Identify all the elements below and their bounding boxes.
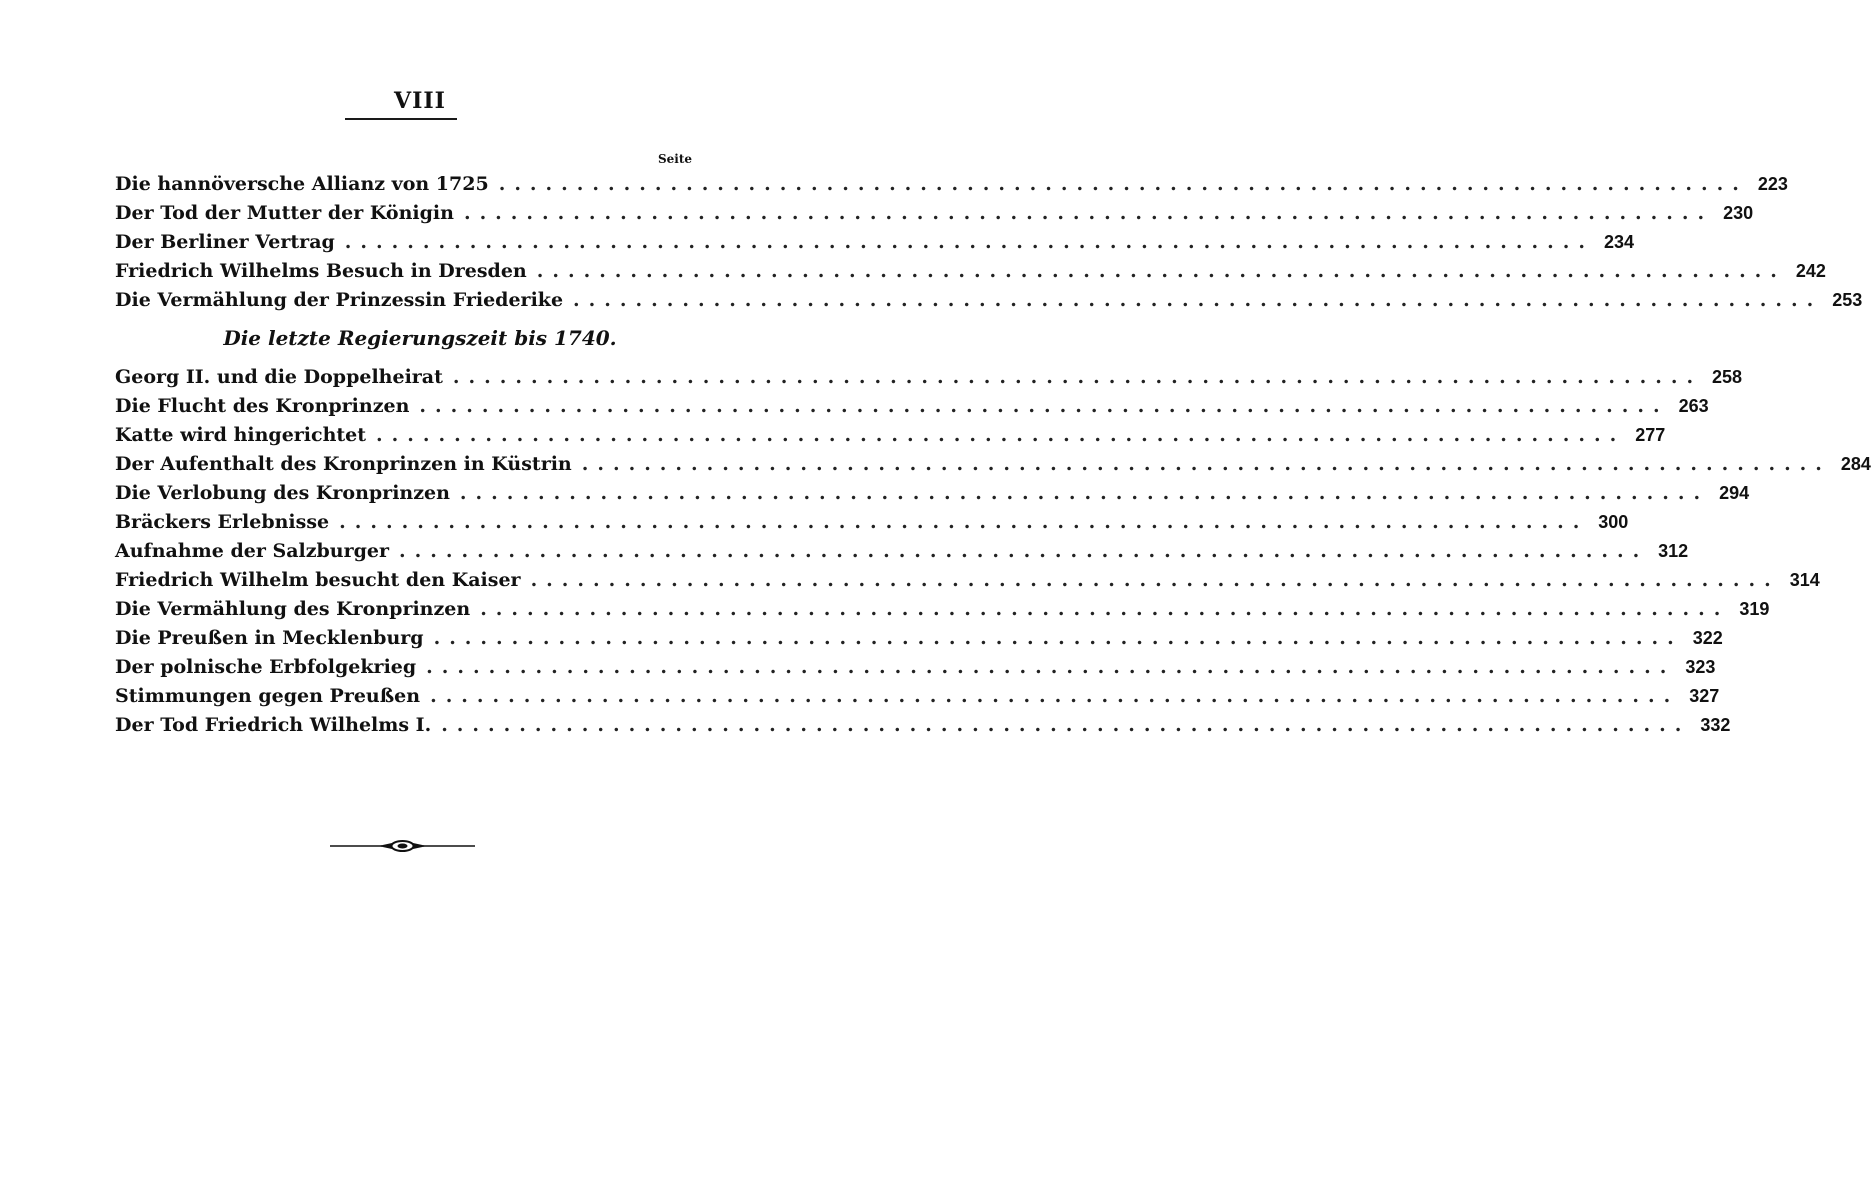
toc-dot-leader: ................................................................................ — [480, 598, 1730, 620]
toc-dot-leader: ................................................................................ — [339, 511, 1589, 533]
toc-entry — [115, 653, 1716, 682]
toc-entry — [115, 682, 1720, 711]
toc-dot-leader: ................................................................................ — [581, 453, 1831, 475]
seite-label: Seite — [657, 152, 692, 166]
toc-entry — [115, 170, 1788, 199]
toc-dot-leader: ................................................................................ — [498, 173, 1748, 195]
toc-entry-page: 322 — [1692, 628, 1723, 648]
toc-entry-title: Die Vermählung der Prinzessin Friederike — [115, 289, 564, 311]
toc-entry-title: Georg II. und die Doppelheirat — [115, 366, 443, 388]
toc-entry-page: 242 — [1795, 261, 1826, 281]
toc-entry-page: 284 — [1840, 454, 1871, 474]
toc-entry-title: Stimmungen gegen Preußen — [115, 685, 421, 707]
toc-entry — [115, 450, 1871, 479]
toc-list-part1 — [115, 170, 1863, 315]
toc-entry-title: Die Verlobung des Kronprinzen — [115, 482, 450, 504]
toc-entry-page: 327 — [1689, 686, 1720, 706]
toc-entry — [115, 199, 1754, 228]
toc-dot-leader: ................................................................................ — [573, 289, 1823, 311]
toc-dot-leader: ................................................................................ — [441, 714, 1691, 736]
toc-entry-page: 323 — [1685, 657, 1716, 677]
toc-entry-page: 314 — [1789, 570, 1820, 590]
toc-entry — [115, 624, 1723, 653]
toc-dot-leader: ................................................................................ — [536, 260, 1786, 282]
toc-entry — [115, 566, 1820, 595]
toc-dot-leader: ................................................................................ — [452, 366, 1703, 388]
page-number: VIII — [394, 88, 446, 114]
toc-entry — [115, 421, 1666, 450]
toc-entry-title: Die Preußen in Mecklenburg — [115, 627, 424, 649]
toc-entry-page: 294 — [1719, 483, 1750, 503]
toc-entry — [115, 508, 1629, 537]
toc-entry-page: 263 — [1678, 396, 1709, 416]
toc-dot-leader: ................................................................................ — [463, 202, 1714, 224]
toc-entry-title: Der polnische Erbfolgekrieg — [115, 656, 417, 678]
toc-entry-title: Katte wird hingerichtet — [115, 424, 367, 446]
toc-entry-title: Aufnahme der Salzburger — [115, 540, 390, 562]
toc-dot-leader: ................................................................................ — [433, 627, 1683, 649]
toc-dot-leader: ................................................................................ — [419, 395, 1669, 417]
ornament-divider-icon — [330, 836, 475, 856]
toc-dot-leader: ................................................................................ — [530, 569, 1780, 591]
toc-entry-page: 253 — [1832, 290, 1863, 310]
toc-entry-title: Die hannöversche Allianz von 1725 — [115, 173, 489, 195]
header-rule — [345, 118, 457, 120]
toc-entry — [115, 479, 1750, 508]
toc-entry — [115, 537, 1689, 566]
toc-entry — [115, 595, 1770, 624]
toc-entry-title: Der Aufenthalt des Kronprinzen in Küstrin — [115, 453, 572, 475]
toc-entry — [115, 711, 1731, 740]
toc-entry-title: Bräckers Erlebnisse — [115, 511, 330, 533]
toc-list-part2 — [115, 363, 1871, 740]
toc-entry-title: Der Tod der Mutter der Königin — [115, 202, 454, 224]
toc-entry-page: 319 — [1739, 599, 1770, 619]
toc-entry-page: 277 — [1635, 425, 1666, 445]
toc-dot-leader: ................................................................................ — [344, 231, 1594, 253]
toc-entry-page: 312 — [1658, 541, 1689, 561]
toc-dot-leader: ................................................................................ — [376, 424, 1626, 446]
toc-entry-page: 234 — [1603, 232, 1634, 252]
toc-entry-page: 300 — [1598, 512, 1629, 532]
section-heading: Die letzte Regierungszeit bis 1740. — [223, 326, 617, 350]
toc-entry-title: Friedrich Wilhelm besucht den Kaiser — [115, 569, 521, 591]
toc-dot-leader: ................................................................................ — [459, 482, 1710, 504]
toc-entry-title: Der Tod Friedrich Wilhelms I. — [115, 714, 432, 736]
toc-entry-title: Die Flucht des Kronprinzen — [115, 395, 410, 417]
toc-entry-title: Der Berliner Vertrag — [115, 231, 335, 253]
toc-entry-page: 223 — [1757, 174, 1788, 194]
toc-entry — [115, 286, 1863, 315]
toc-dot-leader: ................................................................................ — [426, 656, 1676, 678]
toc-entry-page: 258 — [1712, 367, 1743, 387]
toc-entry — [115, 228, 1634, 257]
toc-entry — [115, 392, 1709, 421]
toc-entry — [115, 257, 1826, 286]
toc-dot-leader: ................................................................................ — [399, 540, 1649, 562]
toc-entry — [115, 363, 1743, 392]
toc-entry-title: Die Vermählung des Kronprinzen — [115, 598, 471, 620]
toc-entry-page: 230 — [1723, 203, 1754, 223]
toc-entry-page: 332 — [1700, 715, 1731, 735]
toc-entry-title: Friedrich Wilhelms Besuch in Dresden — [115, 260, 527, 282]
toc-dot-leader: ................................................................................ — [430, 685, 1680, 707]
